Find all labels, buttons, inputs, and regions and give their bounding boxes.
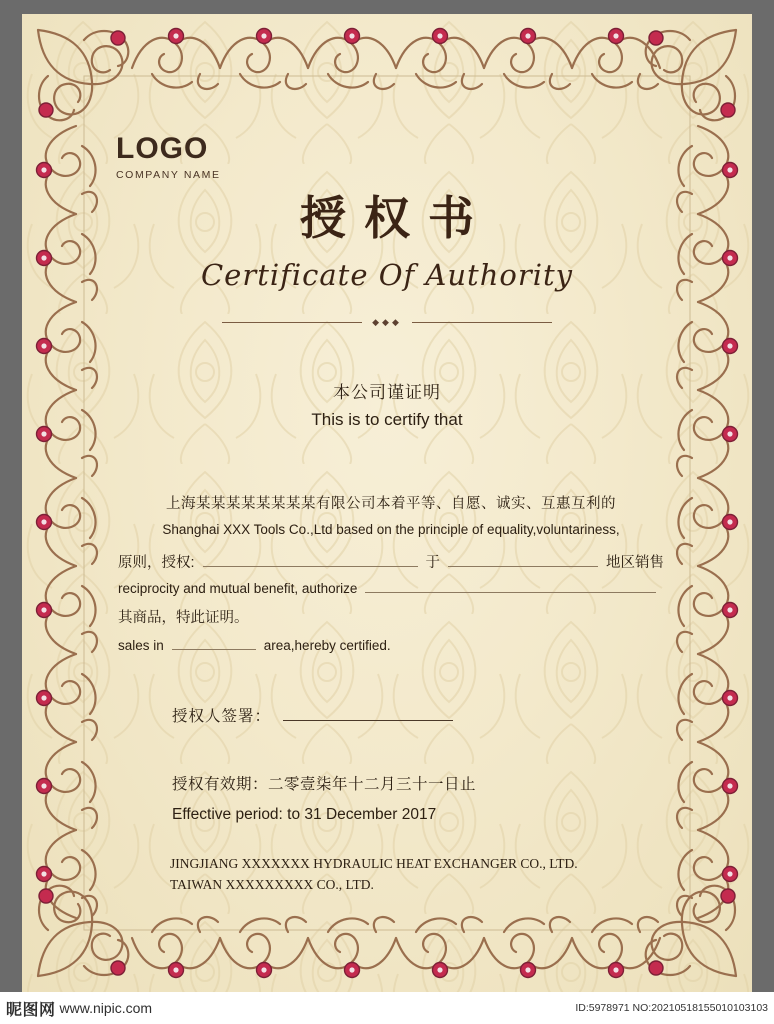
authorize-label-cn: 原则，授权:: [118, 555, 195, 571]
asset-id-text: ID:5978971 NO:20210518155010103103: [575, 1002, 768, 1014]
divider-diamond-ornament: ◆◆◆: [372, 316, 402, 327]
signature-row: [172, 704, 642, 726]
site-url-text: www.nipic.com: [59, 1000, 153, 1016]
body-line-cn-1: 上海某某某某某某某某有限公司本着平等、自愿、诚实、互惠互利的: [166, 496, 616, 512]
authorize-blank-cn[interactable]: [203, 553, 418, 567]
issuer-company-line-1: JINGJIANG XXXXXXX HYDRAULIC HEAT EXCHANGER CO., LTD.: [170, 856, 578, 871]
at-label-cn: 于: [425, 555, 440, 571]
signature-block: [172, 704, 642, 824]
authorize-blank-en[interactable]: [365, 580, 656, 593]
effective-period-en: Effective period: to 31 December 2017: [172, 806, 437, 823]
sales-in-label-en: sales in: [118, 638, 164, 653]
issuer-company-line-2: TAIWAN XXXXXXXXX CO., LTD.: [170, 876, 374, 892]
region-sales-label-cn: 地区销售: [606, 555, 664, 571]
logo-block: [116, 134, 221, 181]
divider-line-right: [412, 322, 552, 323]
body-line-cn-3: 其商品，特此证明。: [118, 610, 249, 626]
site-logo-text: 昵图网: [6, 999, 56, 1019]
certificate-canvas: [22, 14, 752, 992]
issuer-companies: [170, 854, 578, 896]
effective-period-cn: 授权有效期：二零壹柒年十二月三十一日止: [172, 776, 477, 793]
site-brand[interactable]: [6, 997, 152, 1020]
logo-text: LOGO: [116, 132, 209, 165]
signature-blank[interactable]: [283, 706, 453, 721]
watermark-bottom-bar: [0, 992, 774, 1024]
certificate-title-en: Certificate Of Authority: [200, 258, 574, 292]
body-row-authorize-en: [118, 580, 664, 596]
sales-area-blank-en[interactable]: [172, 637, 256, 650]
certify-statement-en: This is to certify that: [311, 410, 463, 429]
signature-label: 授权人签署：: [172, 708, 272, 725]
certify-statement-cn: 本公司谨证明: [333, 383, 441, 402]
body-row-authorize-cn: [118, 551, 664, 572]
divider-line-left: [222, 322, 362, 323]
company-name-text: COMPANY NAME: [116, 169, 221, 181]
certificate-body: [118, 492, 664, 663]
authorize-label-en: reciprocity and mutual benefit, authorize: [118, 581, 358, 596]
region-blank-cn[interactable]: [448, 553, 598, 567]
body-line-en-1: Shanghai XXX Tools Co.,Ltd based on the principle of equality,voluntariness,: [162, 522, 620, 537]
certificate-title-cn: 授权书: [300, 191, 492, 245]
body-row-salesin-en: [118, 637, 664, 653]
hereby-certified-label-en: area,hereby certified.: [263, 638, 391, 653]
title-divider: [22, 310, 752, 334]
certificate-content: [22, 14, 752, 992]
